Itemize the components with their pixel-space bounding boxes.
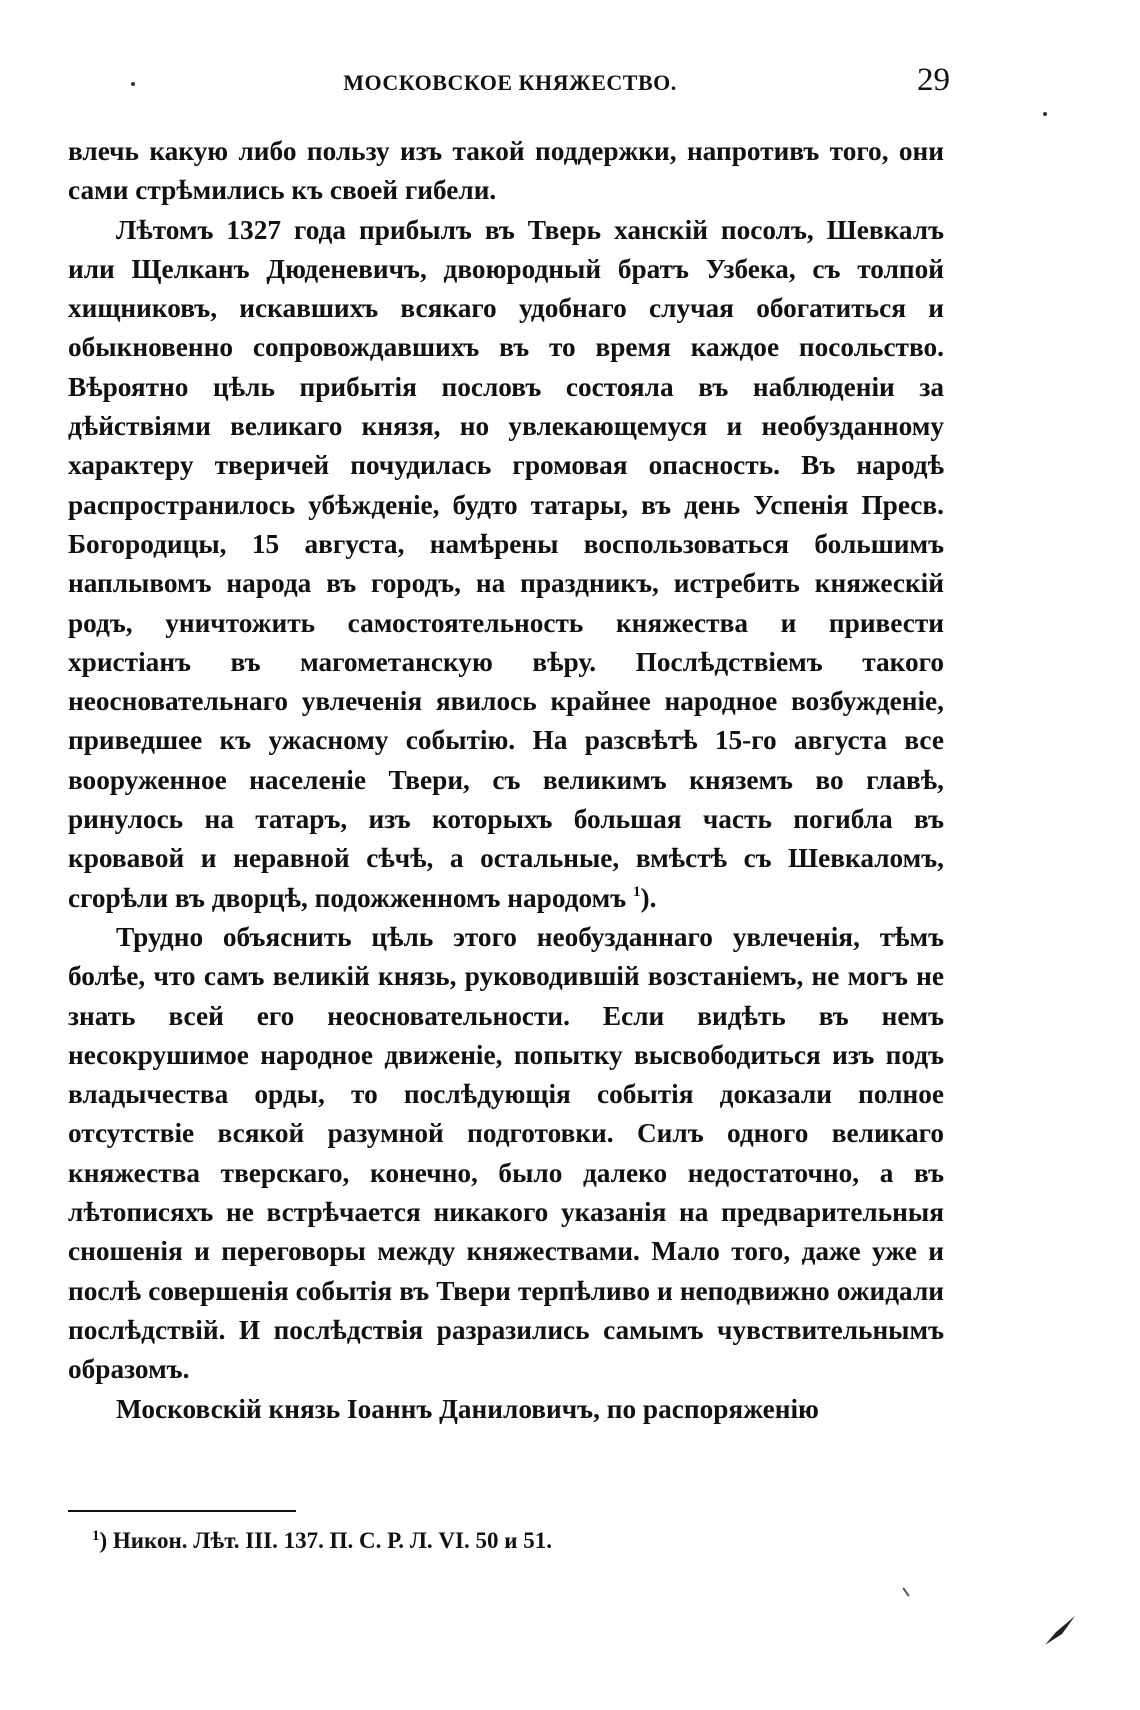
footnote-reference: 1 (632, 883, 641, 900)
paragraph-continued (68, 132, 944, 211)
page-number: 29 (917, 62, 950, 98)
paragraph-text-tail: ). (640, 882, 657, 913)
body-text (68, 132, 944, 1429)
print-tick-mark (902, 1587, 909, 1596)
paragraph (68, 918, 944, 1390)
footnote-text: ) Никон. Лѣт. III. 137. П. С. Р. Л. VI. 50 и 51. (99, 1528, 552, 1553)
print-speck (1043, 112, 1047, 116)
footnote-rule (68, 1510, 296, 1512)
paragraph-text: Московскій князь Іоаннъ Даниловичъ, по распоряженію (116, 1393, 819, 1424)
running-head (70, 62, 950, 102)
footnote-mark: 1 (92, 1528, 100, 1544)
running-title: МОСКОВСКОЕ КНЯЖЕСТВО. (343, 70, 677, 95)
paragraph-text: Лѣтомъ 1327 года прибылъ въ Тверь ханскій посолъ, Шевкалъ или Щелканъ Дюденевичъ, двоюродный братъ Узбека, съ толпой хищниковъ, искавшихъ всякаго удобнаго случая обогатиться и обыкновенно сопровождавшихъ въ то время каждое посольство. Вѣроятно цѣль прибытія пословъ состояла въ наблюденіи за дѣйствіями великаго князя, но увлекающемуся и необузданному характеру тверичей почудилась громовая опасность. Въ народѣ распространилось убѣжденіе, будто татары, въ день Успенія Пресв. Богородицы, 15 августа, намѣрены воспользоваться большимъ наплывомъ народа въ городъ, на праздникъ, истребить княжескій родъ, уничтожить самостоятельность княжества и привести христіанъ въ магометанскую вѣру. Послѣдствіемъ такого неосновательнаго увлеченія явилось крайнее народное возбужденіе, приведшее къ ужасному событію. На разсвѣтѣ 15-го августа все вооруженное населеніе Твери, съ великимъ княземъ во главѣ, ринулось на татаръ, изъ которыхъ большая часть погибла въ кровавой и неравной сѣчѣ, а остальные, вмѣстѣ съ Шевкаломъ, сгорѣли въ дворцѣ, подожженномъ народомъ (68, 214, 944, 913)
paragraph (68, 211, 944, 918)
paragraph (68, 1390, 944, 1429)
footnote (92, 1525, 912, 1557)
paragraph-text: влечь какую либо пользу изъ такой поддержки, напротивъ того, они сами стрѣмились къ своей гибели. (68, 136, 944, 206)
paragraph-text: Трудно объяснить цѣль этого необузданнаго увлеченія, тѣмъ болѣе, что самъ великій князь, руководившій возстаніемъ, не могъ не знать всей его неосновательности. Если видѣть въ немъ несокрушимое народное движеніе, попытку высвободиться изъ подъ владычества орды, то послѣдующія событія доказали полное отсутствіе всякой разумной подготовки. Силъ одного великаго княжества тверскаго, конечно, было далеко недостаточно, а въ лѣтописяхъ не встрѣчается никакого указанія на предварительныя сношенія и переговоры между княжествами. Мало того, даже уже и послѣ совершенія событія въ Твери терпѣливо и неподвижно ожидали послѣдствій. И послѣдствія разразились самымъ чувствительнымъ образомъ. (68, 921, 944, 1385)
pen-stroke-mark (1042, 1612, 1078, 1648)
